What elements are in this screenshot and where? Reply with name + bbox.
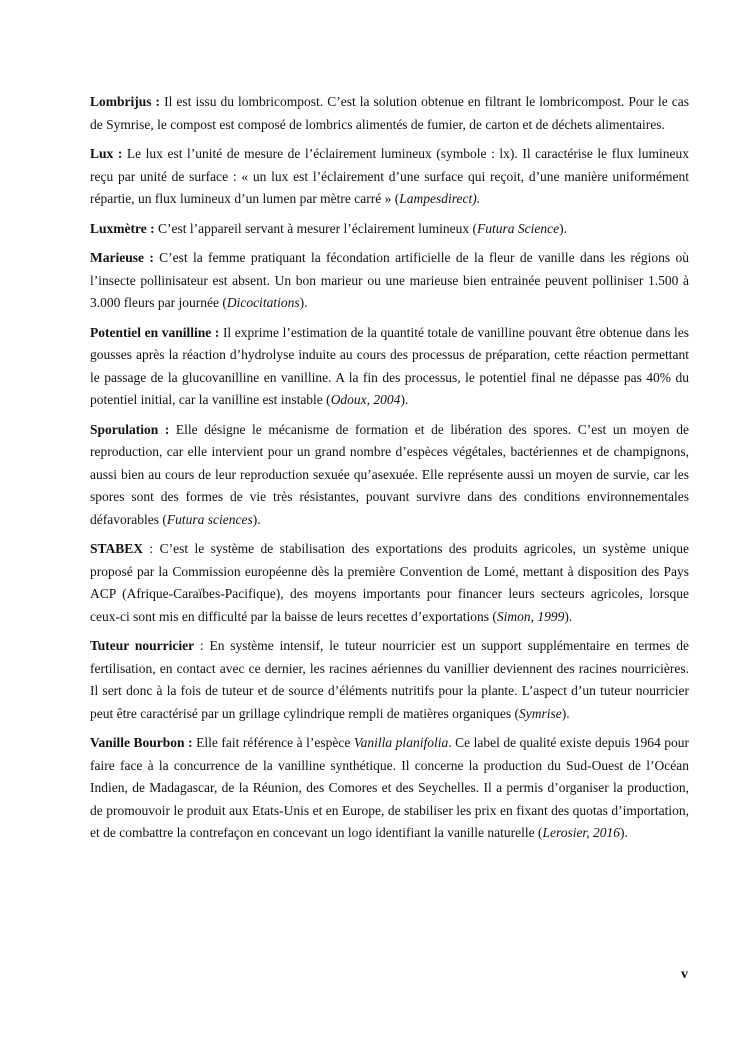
glossary-definition-end: ).: [619, 825, 628, 840]
glossary-term: Luxmètre :: [90, 220, 155, 236]
glossary-definition: : En système intensif, le tuteur nourricier est un support supplémentaire en termes de fertilisation, en contact avec ce dernier, les racines aériennes du vanillier deviennent des racines nourricières. Il sert donc à la fois de tuteur et de source d’éléments nutritifs pour la plante. L’aspect d’un tuteur nourricier peut être caractérisé par un grillage cylindrique rempli de matières organiques (: [90, 638, 689, 721]
glossary-definition: Elle désigne le mécanisme de formation et de libération des spores. C’est un moyen de reproduction, car elle intervient pour un grand nombre d’espèces végétales, bactériennes et de champignons, aussi bien au cours de leur reproduction sexuée qu’asexuée. Elle représente aussi un moyen de survie, car les spores sont des formes de vie très résistantes, pouvant survivre dans des conditions environnementales défavorables (: [90, 421, 689, 527]
species-name: Vanilla planifolia: [353, 735, 449, 750]
glossary-definition: Elle fait référence à l’espèce: [192, 735, 354, 750]
citation: Lerosier, 2016: [542, 825, 620, 840]
citation: Lampesdirect).: [399, 191, 481, 206]
glossary-definition: : C’est le système de stabilisation des exportations des produits agricoles, un système unique proposé par la Commission européenne dès la première Convention de Lomé, mettant à disposition des Pays ACP (Afrique-Caraïbes-Pacifique), des moyens importants pour financer leurs secteurs agricoles, lorsque ceux-ci sont mis en difficulté par la baisse de leurs recettes d’exportations (: [90, 541, 689, 624]
glossary-definition: C’est l’appareil servant à mesurer l’éclairement lumineux (: [154, 220, 477, 236]
glossary-entry-stabex: [90, 538, 689, 628]
glossary-definition-end: ).: [299, 295, 308, 310]
glossary-entry-lombrijus: [90, 91, 689, 136]
citation: Futura Science: [476, 220, 560, 236]
page-number: v: [681, 967, 688, 982]
glossary-definition: C’est la femme pratiquant la fécondation artificielle de la fleur de vanille dans les régions où l’insecte pollinisateur est absent. Un bon marieur ou une marieuse bien entrainée peuvent polliniser 1.500 à 3.000 fleurs par journée (: [90, 250, 689, 310]
glossary-term: STABEX: [90, 541, 144, 556]
glossary-entry-luxmetre: [90, 218, 689, 241]
glossary-section: [90, 91, 689, 852]
citation: Simon, 1999: [496, 608, 565, 624]
glossary-term: Tuteur nourricier: [90, 638, 195, 653]
glossary-entry-vanille-bourbon: [90, 732, 689, 845]
glossary-entry-potentiel-en-vanilline: [90, 322, 689, 412]
glossary-entry-lux: [90, 143, 689, 211]
glossary-entry-tuteur-nourricier: [90, 635, 689, 725]
glossary-definition-end: ).: [559, 220, 567, 236]
citation: Dicocitations: [226, 295, 300, 310]
glossary-definition: Le lux est l’unité de mesure de l’éclairement lumineux (symbole : lx). Il caractérise le flux lumineux reçu par unité de surface : « un lux est l’éclairement d’une surface qui reçoit, d’une manière uniformément répartie, un flux lumineux d’un lumen par mètre carré » (: [90, 146, 690, 206]
glossary-definition-end: ).: [400, 392, 409, 407]
glossary-term: Marieuse :: [90, 250, 154, 265]
citation: Odoux, 2004: [330, 392, 401, 407]
glossary-entry-marieuse: [90, 247, 689, 315]
glossary-definition-end: ).: [252, 511, 261, 527]
glossary-entry-sporulation: [90, 419, 689, 532]
glossary-definition: Il est issu du lombricompost. C’est la solution obtenue en filtrant le lombricompost. Pour le cas de Symrise, le compost est composé de lombrics alimentés de fumier, de carton et de déchets alimentaires.: [90, 94, 689, 132]
glossary-term: Vanille Bourbon :: [90, 735, 193, 750]
glossary-term: Lombrijus :: [90, 94, 161, 109]
glossary-definition-end: ).: [561, 705, 570, 721]
glossary-definition: Il exprime l’estimation de la quantité totale de vanilline pouvant être obtenue dans les gousses après la réaction d’hydrolyse induite au cours des processus de préparation, cette réaction permettant le passage de la glucovanilline en vanilline. A la fin des processus, le potentiel final ne dépasse pas 40% du potentiel initial, car la vanilline est instable (: [90, 324, 689, 407]
glossary-term: Lux :: [90, 146, 123, 161]
glossary-term: Sporulation :: [90, 421, 170, 437]
citation: Symrise: [518, 705, 562, 721]
glossary-definition-end: ).: [564, 608, 573, 624]
glossary-term: Potentiel en vanilline :: [90, 324, 220, 340]
glossary-definition-middle: . Ce label de qualité existe depuis 1964 pour faire face à la concurrence de la vanilline synthétique. Il concerne la production du Sud-Ouest de l’Océan Indien, de Madagascar, de la Réunion, des Comores et des Seychelles. Il a permis d’organiser la production, de promouvoir le produit aux Etats-Unis et en Europe, de stabiliser les prix en fixant des quotas d’importation, et de combattre la contrefaçon en concevant un logo identifiant la vanille naturelle (: [90, 735, 689, 840]
citation: Futura sciences: [166, 511, 253, 527]
